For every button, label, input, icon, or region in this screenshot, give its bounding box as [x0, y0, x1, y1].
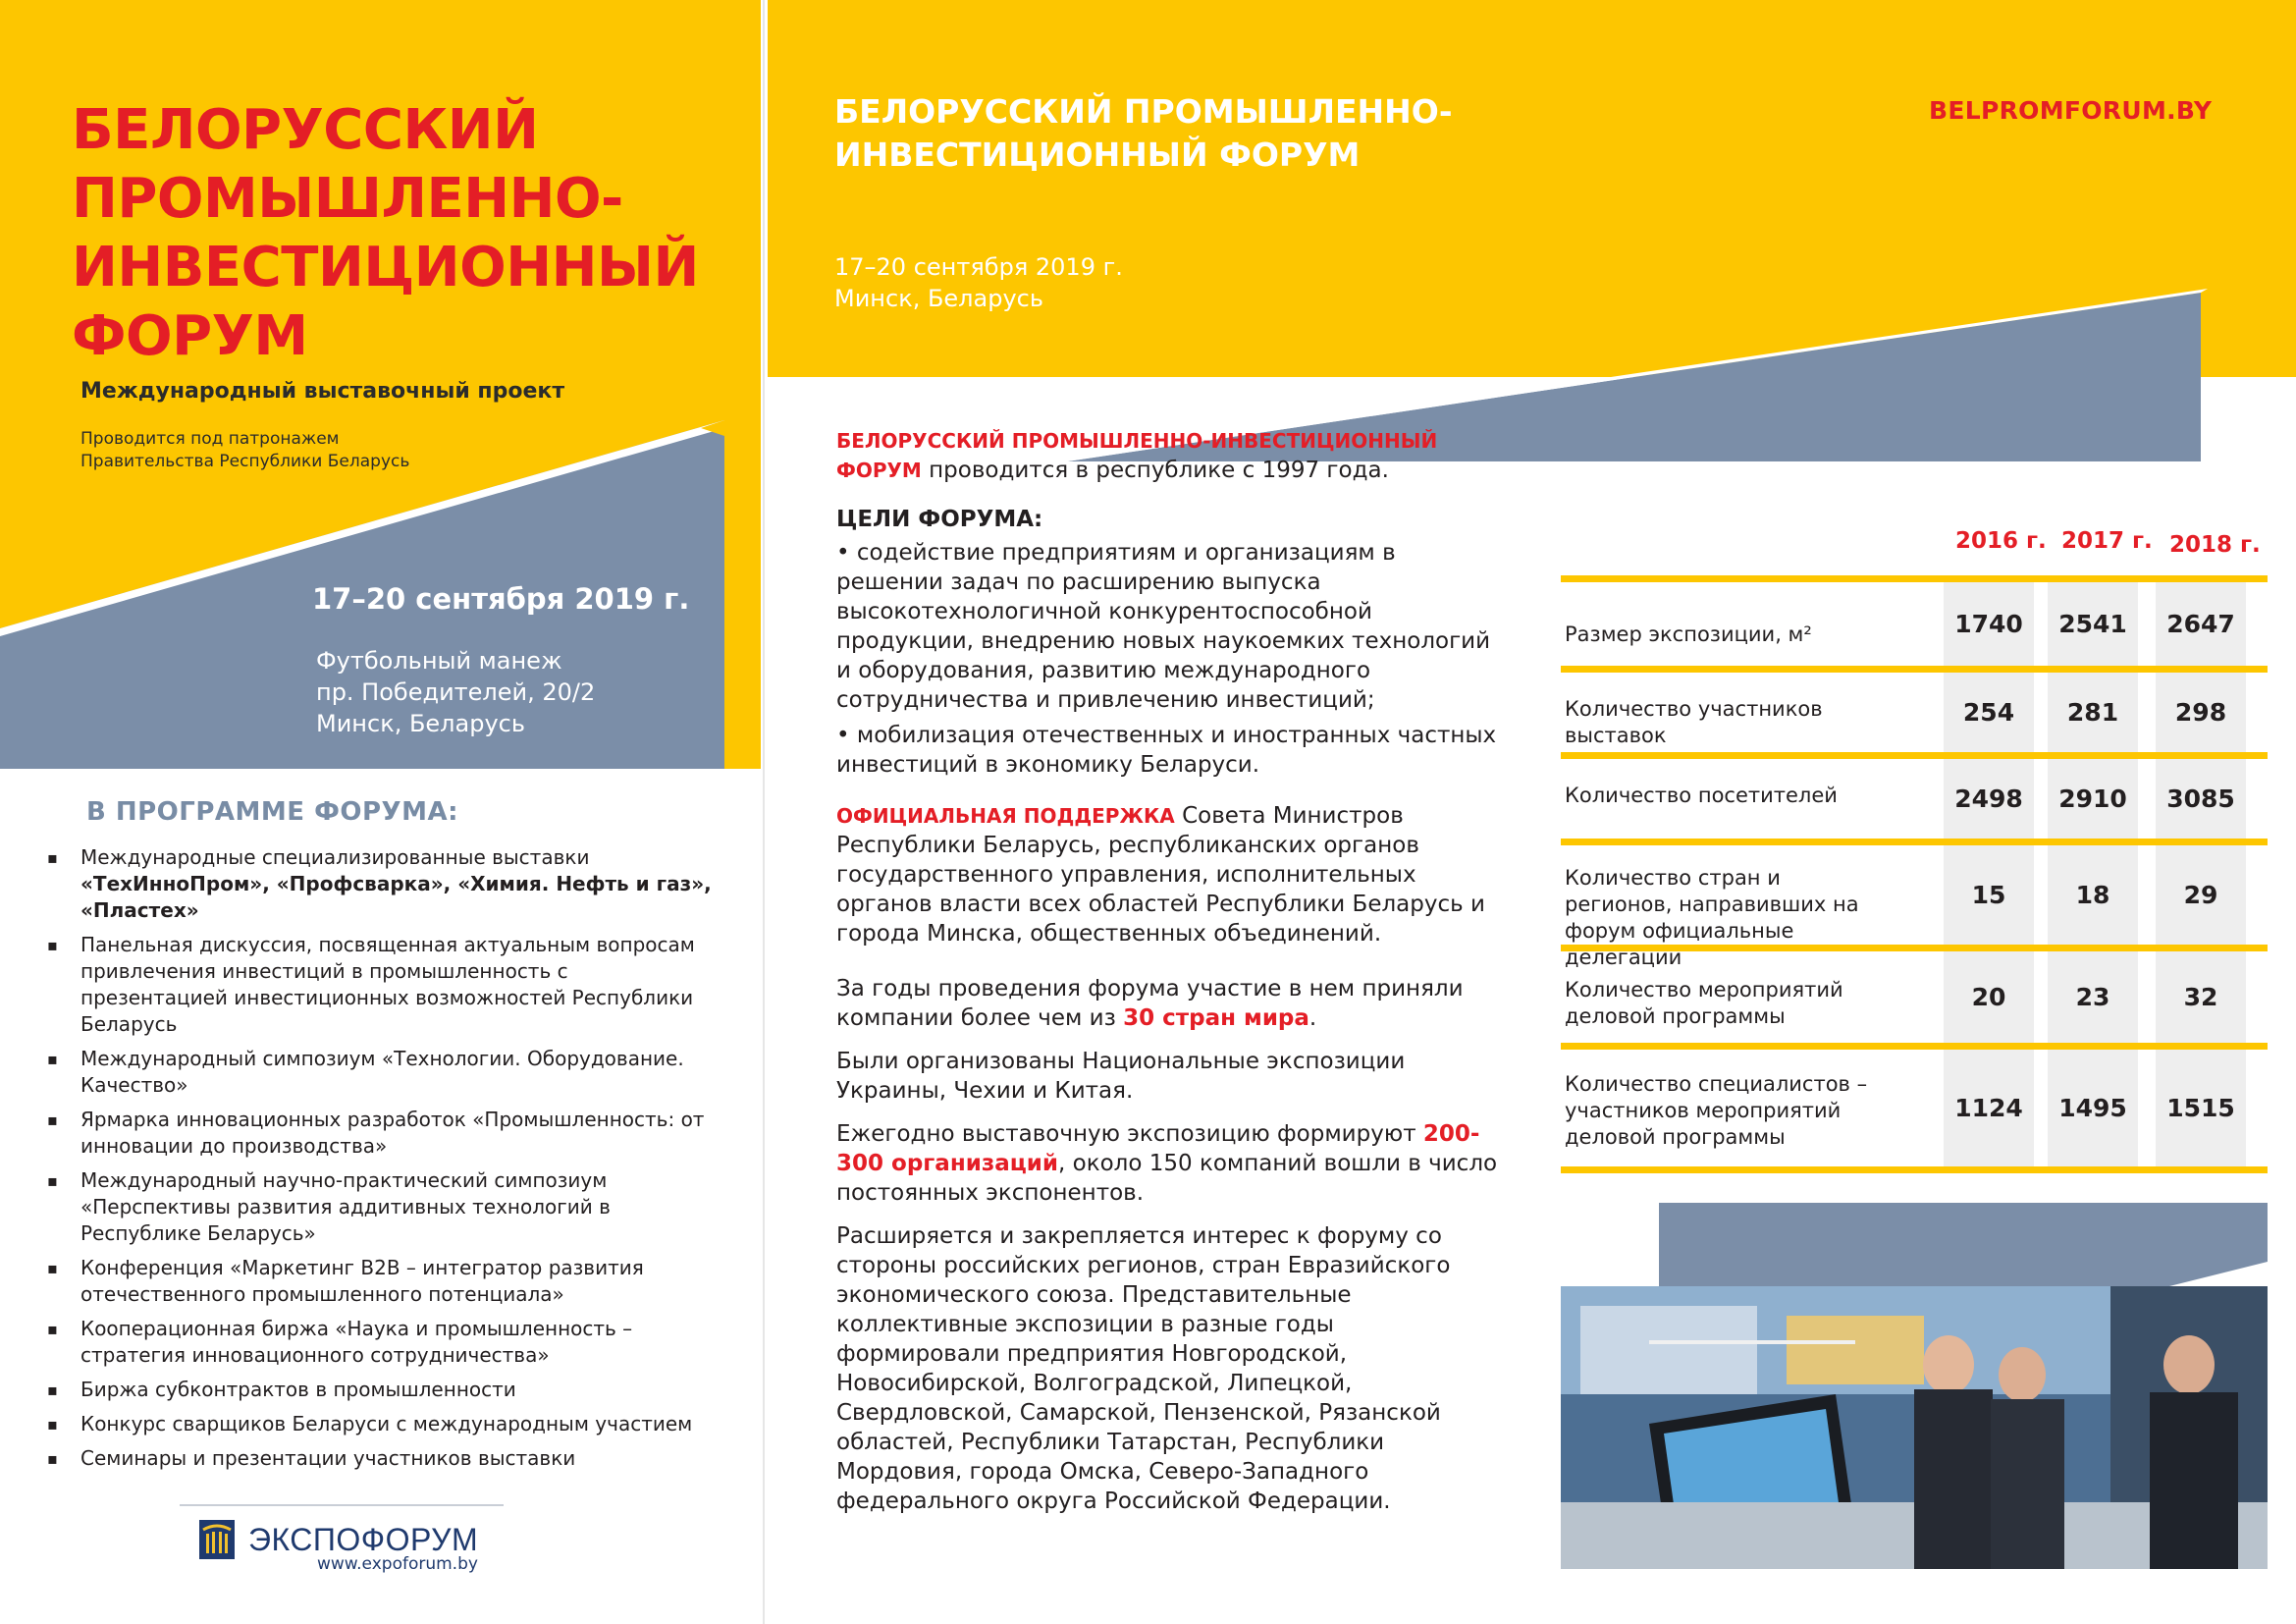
goal-item: • содействие предприятиям и организациям в решении задач по расширению выпуска высокотехнологичной конкурентоспособной продукции, внедрению новых наукоемких технологий и оборудования, развитию международного сотрудничества и привлечению инвестиций;	[836, 540, 1491, 713]
exhibition-photo	[1561, 1286, 2268, 1569]
orgs-highlight: 200-300 организаций	[836, 1121, 1480, 1176]
stats-value: 1515	[2156, 1050, 2246, 1166]
goal-item: • мобилизация отечественных и иностранных частных инвестиций в экономику Беларуси.	[836, 723, 1497, 778]
stats-value: 2910	[2048, 759, 2138, 839]
stats-value: 3085	[2156, 759, 2246, 839]
goals-heading: ЦЕЛИ ФОРУМА:	[836, 507, 1043, 532]
program-heading: В ПРОГРАММЕ ФОРУМА:	[86, 797, 458, 827]
support-paragraph	[836, 801, 1504, 948]
regions-paragraph: Расширяется и закрепляется интерес к форуму со стороны российских регионов, стран Евразийского экономического союза. Представительные коллективные экспозиции в разные годы формировали предприятия Новгородской, Новосибирской, Волгоградской, Липецкой, Свердловской, Самарской, Пензенской, Рязанской областей, Республики Татарстан, Республики Мордовия, города Омска, Северо-Западного федерального округа Российской Федерации.	[836, 1223, 1451, 1514]
stats-row	[1561, 845, 2268, 969]
left-title-line: ФОРУМ	[72, 304, 308, 368]
expoforum-logo-text: ЭКСПОФОРУМ	[248, 1521, 479, 1557]
orgs-end: , около 150 компаний вошли в число постоянных экспонентов.	[836, 1151, 1498, 1206]
patronage-note	[80, 428, 473, 473]
fold-line	[763, 0, 765, 1624]
right-city: Минск, Беларусь	[834, 285, 1043, 312]
stats-row	[1561, 1050, 2268, 1173]
site-url[interactable]: BELPROMFORUM.BY	[1929, 96, 2213, 125]
national-paragraph: Были организованы Национальные экспозиции Украины, Чехии и Китая.	[836, 1049, 1406, 1104]
table-top-rule	[1561, 575, 2268, 582]
left-subtitle: Международный выставочный проект	[80, 379, 565, 404]
logo-divider	[180, 1504, 504, 1506]
stats-value: 2541	[2048, 582, 2138, 666]
program-item-bold: «ТехИнноПром», «Профсварка», «Химия. Нефть и газ», «Пластех»	[80, 872, 712, 922]
intro-text: проводится в республике с 1997 года.	[921, 458, 1389, 483]
left-title-line: ИНВЕСТИЦИОННЫЙ	[72, 236, 699, 299]
right-title	[834, 90, 1522, 177]
left-title-line: БЕЛОРУССКИЙ	[72, 98, 539, 162]
year-header: 2018 г.	[2169, 532, 2261, 558]
right-title-line: ИНВЕСТИЦИОННЫЙ ФОРУМ	[834, 135, 1361, 174]
expoforum-logo	[199, 1520, 478, 1559]
intro-paragraph	[836, 426, 1504, 485]
countries-text: За годы проведения форума участие в нем приняли компании более чем из	[836, 976, 1464, 1031]
stats-value: 1740	[1944, 582, 2034, 666]
left-panel	[0, 0, 761, 1624]
stats-row-label: Количество посетителей	[1565, 784, 1838, 807]
stats-row-label: Размер экспозиции, м²	[1565, 623, 1812, 646]
stats-row	[1561, 673, 2268, 759]
orgs-paragraph	[836, 1119, 1504, 1208]
stats-value: 2498	[1944, 759, 2034, 839]
left-hero	[0, 0, 761, 769]
venue-line: Минск, Беларусь	[316, 710, 525, 737]
patronage-line: Проводится под патронажем	[80, 429, 340, 449]
stats-row-label: Количество участников выставок	[1565, 697, 1823, 747]
stats-value: 15	[1944, 845, 2034, 945]
stats-row-label: Количество стран и регионов, направивших на форум официальные делегации	[1565, 866, 1859, 969]
countries-end: .	[1308, 1005, 1317, 1031]
program-item	[47, 1167, 715, 1247]
program-item-text: Панельная дискуссия, посвященная актуальным вопросам привлечения инвестиций в промышленность с презентацией инвестиционных возможностей Республики Беларусь	[80, 933, 695, 1036]
venue-line: пр. Победителей, 20/2	[316, 678, 596, 706]
program-item	[47, 1445, 715, 1472]
intro-highlight: БЕЛОРУССКИЙ ПРОМЫШЛЕННО-ИНВЕСТИЦИОННЫЙ ФОРУМ	[836, 429, 1438, 482]
event-venue	[316, 645, 669, 739]
stats-row-label: Количество мероприятий деловой программы	[1565, 978, 1843, 1028]
program-item-text: Конкурс сварщиков Беларуси с международным участием	[80, 1412, 693, 1435]
stats-value: 18	[2048, 845, 2138, 945]
stats-value: 29	[2156, 845, 2246, 945]
stats-row	[1561, 759, 2268, 845]
stats-value: 2647	[2156, 582, 2246, 666]
program-item	[47, 932, 715, 1038]
event-date: 17–20 сентября 2019 г.	[312, 582, 690, 616]
program-item	[47, 1107, 715, 1160]
year-header: 2017 г.	[2061, 528, 2153, 554]
stats-row	[1561, 951, 2268, 1050]
right-title-line: БЕЛОРУССКИЙ ПРОМЫШЛЕННО-	[834, 92, 1453, 131]
program-item-text: Конференция «Маркетинг B2B – интегратор развития отечественного промышленного потенциала»	[80, 1256, 644, 1306]
program-item-text: Кооперационная биржа «Наука и промышленность – стратегия инновационного сотрудничества»	[80, 1317, 633, 1367]
program-item	[47, 1255, 715, 1308]
patronage-line: Правительства Республики Беларусь	[80, 452, 410, 471]
year-header: 2016 г.	[1955, 528, 2047, 554]
program-item	[47, 1411, 715, 1437]
expoforum-mark-icon	[199, 1520, 235, 1559]
program-item	[47, 1046, 715, 1099]
support-text: Совета Министров Республики Беларусь, республиканских органов государственного управления, исполнительных органов власти всех областей Республики Беларусь и города Минска, общественных объединений.	[836, 803, 1485, 947]
venue-line: Футбольный манеж	[316, 647, 562, 675]
program-item-text: Международные специализированные выставки	[80, 845, 590, 869]
article-column	[836, 426, 1504, 1516]
program-item	[47, 1316, 715, 1369]
program-item-text: Семинары и презентации участников выставки	[80, 1446, 576, 1470]
exhibition-photo-art	[1561, 1286, 2268, 1569]
stats-value: 20	[1944, 951, 2034, 1043]
stats-row	[1561, 582, 2268, 673]
orgs-text: Ежегодно выставочную экспозицию формируют	[836, 1121, 1423, 1147]
stats-value: 23	[2048, 951, 2138, 1043]
program-item-text: Биржа субконтрактов в промышленности	[80, 1378, 516, 1401]
right-date: 17–20 сентября 2019 г.	[834, 253, 1123, 281]
program-item-text: Международный научно-практический симпозиум «Перспективы развития аддитивных технологий в Республике Беларусь»	[80, 1168, 611, 1245]
program-item-text: Международный симпозиум «Технологии. Оборудование. Качество»	[80, 1047, 684, 1097]
expoforum-url[interactable]: www.expoforum.by	[317, 1554, 478, 1574]
program-item	[47, 844, 715, 924]
countries-highlight: 30 стран мира	[1123, 1005, 1309, 1031]
stats-value: 298	[2156, 673, 2246, 752]
stats-value: 254	[1944, 673, 2034, 752]
countries-paragraph	[836, 974, 1504, 1033]
stats-value: 1124	[1944, 1050, 2034, 1166]
stats-row-label: Количество специалистов – участников мероприятий деловой программы	[1565, 1072, 1868, 1149]
program-item-text: Ярмарка инновационных разработок «Промышленность: от инновации до производства»	[80, 1108, 705, 1158]
stats-value: 1495	[2048, 1050, 2138, 1166]
support-highlight: ОФИЦИАЛЬНАЯ ПОДДЕРЖКА	[836, 804, 1175, 828]
stats-value: 281	[2048, 673, 2138, 752]
left-title	[72, 96, 749, 371]
right-date-block	[834, 251, 1123, 314]
program-item	[47, 1377, 715, 1403]
left-title-line: ПРОМЫШЛЕННО-	[72, 167, 623, 231]
stats-value: 32	[2156, 951, 2246, 1043]
program-list	[47, 844, 715, 1480]
